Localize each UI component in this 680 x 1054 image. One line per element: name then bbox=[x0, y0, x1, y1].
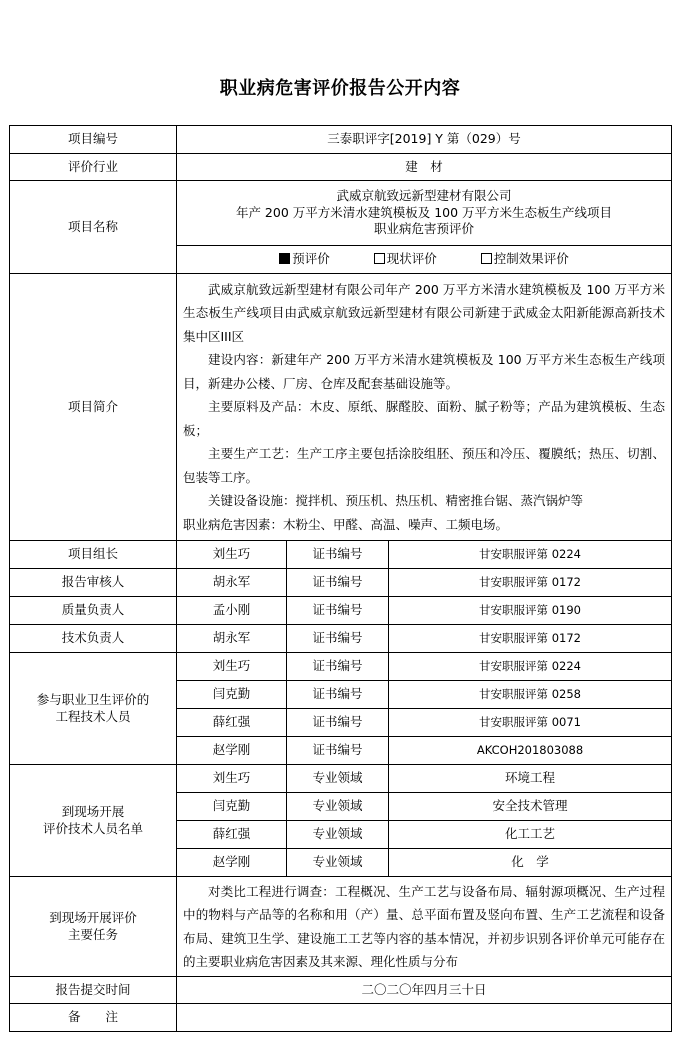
project-name-line: 武威京航致远新型建材有限公司 bbox=[336, 187, 512, 203]
table-row bbox=[10, 126, 672, 154]
submit-date: 二〇二〇年四月三十日 bbox=[177, 977, 672, 1004]
tasks-content bbox=[177, 877, 672, 977]
checked-box-icon bbox=[279, 253, 290, 264]
industry-label: 评价行业 bbox=[10, 154, 177, 181]
table-row bbox=[10, 154, 672, 181]
field-label: 专业领域 bbox=[287, 821, 389, 849]
table-row bbox=[10, 541, 672, 569]
field-label: 专业领域 bbox=[287, 793, 389, 821]
project-name-line: 年产 200 万平方米清水建筑模板及 100 万平方米生态板生产线项目 bbox=[235, 204, 613, 220]
participant-name: 赵学刚 bbox=[177, 737, 287, 765]
intro-label: 项目简介 bbox=[10, 274, 177, 541]
field-label: 专业领域 bbox=[287, 765, 389, 793]
leader-name: 刘生巧 bbox=[177, 541, 287, 569]
remarks-value bbox=[177, 1004, 672, 1032]
leader-role: 技术负责人 bbox=[10, 625, 177, 653]
intro-paragraph: 武威京航致远新型建材有限公司年产 200 万平方米清水建筑模板及 100 万平方米生态板生产线项目由武威京航致远新型建材有限公司新建于武威金太阳新能源高新技术集中区III区 bbox=[183, 281, 666, 344]
onsite-name: 赵学刚 bbox=[177, 849, 287, 877]
table-row bbox=[10, 877, 672, 977]
cert-number: 甘安职服评第 0172 bbox=[389, 625, 672, 653]
intro-paragraph: 主要原料及产品：木皮、原纸、脲醛胶、面粉、腻子粉等；产品为建筑模板、生态板； bbox=[183, 399, 666, 438]
page-title: 职业病危害评价报告公开内容 bbox=[219, 78, 461, 99]
table-row bbox=[10, 977, 672, 1004]
eval-type-options bbox=[177, 246, 672, 274]
tasks-text: 对类比工程进行调查：工程概况、生产工艺与设备布局、辐射源项概况、生产过程中的物料与产品等的名称和用（产）量、总平面布置及竖向布置、生产工艺流程和设备布局、建筑卫生学、建设施工工艺等内容的基本情况，并初步识别各评价单元可能存在的主要职业病危害因素及其来源、理化性质与分布 bbox=[183, 883, 666, 969]
report-table bbox=[9, 125, 672, 1032]
industry-value: 建 材 bbox=[177, 154, 672, 181]
leader-name: 胡永军 bbox=[177, 625, 287, 653]
project-name-value bbox=[177, 181, 672, 246]
cert-number: AKCOH201803088 bbox=[389, 737, 672, 765]
table-row bbox=[10, 569, 672, 597]
eval-type-control[interactable]: 控制效果评价 bbox=[481, 251, 569, 268]
table-row bbox=[10, 765, 672, 793]
onsite-label: 到现场开展 评价技术人员名单 bbox=[10, 765, 177, 877]
onsite-name: 薛红强 bbox=[177, 821, 287, 849]
cert-label: 证书编号 bbox=[287, 597, 389, 625]
table-row bbox=[10, 597, 672, 625]
project-no-value: 三泰职评字[2019] Y 第（029）号 bbox=[177, 126, 672, 154]
eval-type-current[interactable]: 现状评价 bbox=[374, 251, 437, 268]
onsite-name: 闫克勤 bbox=[177, 793, 287, 821]
field-value: 化工工艺 bbox=[389, 821, 672, 849]
cert-number: 甘安职服评第 0224 bbox=[389, 653, 672, 681]
remarks-label: 备 注 bbox=[10, 1004, 177, 1032]
cert-number: 甘安职服评第 0172 bbox=[389, 569, 672, 597]
unchecked-box-icon bbox=[374, 253, 385, 264]
participants-label: 参与职业卫生评价的 工程技术人员 bbox=[10, 653, 177, 765]
leader-name: 胡永军 bbox=[177, 569, 287, 597]
table-row bbox=[10, 274, 672, 541]
cert-label: 证书编号 bbox=[287, 737, 389, 765]
participant-name: 薛红强 bbox=[177, 709, 287, 737]
cert-label: 证书编号 bbox=[287, 681, 389, 709]
table-row bbox=[10, 653, 672, 681]
leader-role: 报告审核人 bbox=[10, 569, 177, 597]
eval-type-pre[interactable]: 预评价 bbox=[279, 251, 330, 268]
intro-hazards: 职业病危害因素：木粉尘、甲醛、高温、噪声、工频电场。 bbox=[183, 516, 509, 532]
tasks-label: 到现场开展评价 主要任务 bbox=[10, 877, 177, 977]
leader-role: 项目组长 bbox=[10, 541, 177, 569]
table-row bbox=[10, 181, 672, 246]
cert-number: 甘安职服评第 0190 bbox=[389, 597, 672, 625]
field-value: 安全技术管理 bbox=[389, 793, 672, 821]
table-row bbox=[10, 1004, 672, 1032]
cert-number: 甘安职服评第 0258 bbox=[389, 681, 672, 709]
participant-name: 刘生巧 bbox=[177, 653, 287, 681]
cert-number: 甘安职服评第 0071 bbox=[389, 709, 672, 737]
project-name-line: 职业病危害预评价 bbox=[374, 221, 475, 237]
field-value: 环境工程 bbox=[389, 765, 672, 793]
submit-label: 报告提交时间 bbox=[10, 977, 177, 1004]
leader-role: 质量负责人 bbox=[10, 597, 177, 625]
cert-label: 证书编号 bbox=[287, 569, 389, 597]
field-value: 化 学 bbox=[389, 849, 672, 877]
project-no-label: 项目编号 bbox=[10, 126, 177, 154]
field-label: 专业领域 bbox=[287, 849, 389, 877]
cert-label: 证书编号 bbox=[287, 625, 389, 653]
project-name-label: 项目名称 bbox=[10, 181, 177, 274]
cert-label: 证书编号 bbox=[287, 541, 389, 569]
intro-paragraph: 主要生产工艺：生产工序主要包括涂胶组胚、预压和冷压、覆膜纸；热压、切割、包装等工序。 bbox=[183, 446, 666, 485]
onsite-name: 刘生巧 bbox=[177, 765, 287, 793]
participant-name: 闫克勤 bbox=[177, 681, 287, 709]
leader-name: 孟小刚 bbox=[177, 597, 287, 625]
unchecked-box-icon bbox=[481, 253, 492, 264]
intro-content bbox=[177, 274, 672, 541]
cert-number: 甘安职服评第 0224 bbox=[389, 541, 672, 569]
cert-label: 证书编号 bbox=[287, 653, 389, 681]
intro-paragraph: 关键设备设施：搅拌机、预压机、热压机、精密推台锯、蒸汽锅炉等 bbox=[208, 493, 584, 509]
table-row bbox=[10, 625, 672, 653]
cert-label: 证书编号 bbox=[287, 709, 389, 737]
intro-paragraph: 建设内容：新建年产 200 万平方米清水建筑模板及 100 万平方米生态板生产线项目，新建办公楼、厂房、仓库及配套基础设施等。 bbox=[183, 352, 666, 391]
